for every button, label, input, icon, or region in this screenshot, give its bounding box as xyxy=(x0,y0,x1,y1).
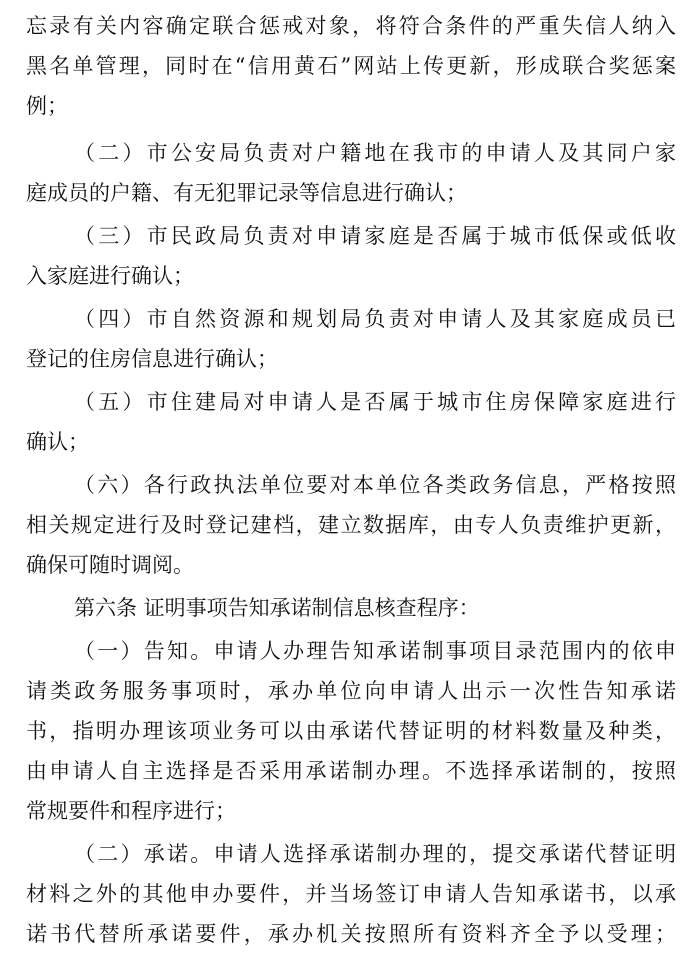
paragraph-line: 确保可随时调阅。 xyxy=(26,553,194,577)
paragraph-line: （三）市民政局负责对申请家庭是否属于城市低保或低收 xyxy=(74,224,676,248)
paragraph-line: 登记的住房信息进行确认； xyxy=(26,347,278,371)
paragraph-line: 材料之外的其他申办要件，并当场签订申请人告知承诺书，以承 xyxy=(26,882,676,906)
paragraph-line: （二）市公安局负责对户籍地在我市的申请人及其同户家 xyxy=(74,141,676,165)
paragraph-line: 例； xyxy=(26,94,68,118)
paragraph-line: 由申请人自主选择是否采用承诺制办理。不选择承诺制的，按照 xyxy=(26,759,676,783)
paragraph-line: 诺书代替所承诺要件，承办机关按照所有资料齐全予以受理； xyxy=(26,922,676,946)
paragraph-line: 相关规定进行及时登记建档，建立数据库，由专人负责维护更新， xyxy=(26,513,676,537)
paragraph-line: 请类政务服务事项时，承办单位向申请人出示一次性告知承诺 xyxy=(26,679,676,703)
paragraph-line: 庭成员的户籍、有无犯罪记录等信息进行确认； xyxy=(26,181,467,205)
paragraph-line: （四）市自然资源和规划局负责对申请人及其家庭成员已 xyxy=(74,307,676,331)
paragraph-line: 入家庭进行确认； xyxy=(26,264,194,288)
paragraph-line: 黑名单管理，同时在“信用黄石”网站上传更新，形成联合奖惩案 xyxy=(26,54,676,78)
paragraph-line: 书，指明办理该项业务可以由承诺代替证明的材料数量及种类， xyxy=(26,719,676,743)
paragraph-line: 确认； xyxy=(26,430,89,454)
paragraph-line: （六）各行政执法单位要对本单位各类政务信息，严格按照 xyxy=(74,473,676,497)
paragraph-line: 常规要件和程序进行； xyxy=(26,799,236,823)
section-heading: 第六条 证明事项告知承诺制信息核查程序： xyxy=(74,596,480,620)
paragraph-line: （一）告知。申请人办理告知承诺制事项目录范围内的依申 xyxy=(74,639,676,663)
paragraph-line: 忘录有关内容确定联合惩戒对象，将符合条件的严重失信人纳入 xyxy=(26,14,676,38)
paragraph-line: （五）市住建局对申请人是否属于城市住房保障家庭进行 xyxy=(74,390,676,414)
paragraph-line: （二）承诺。申请人选择承诺制办理的，提交承诺代替证明 xyxy=(74,842,676,866)
